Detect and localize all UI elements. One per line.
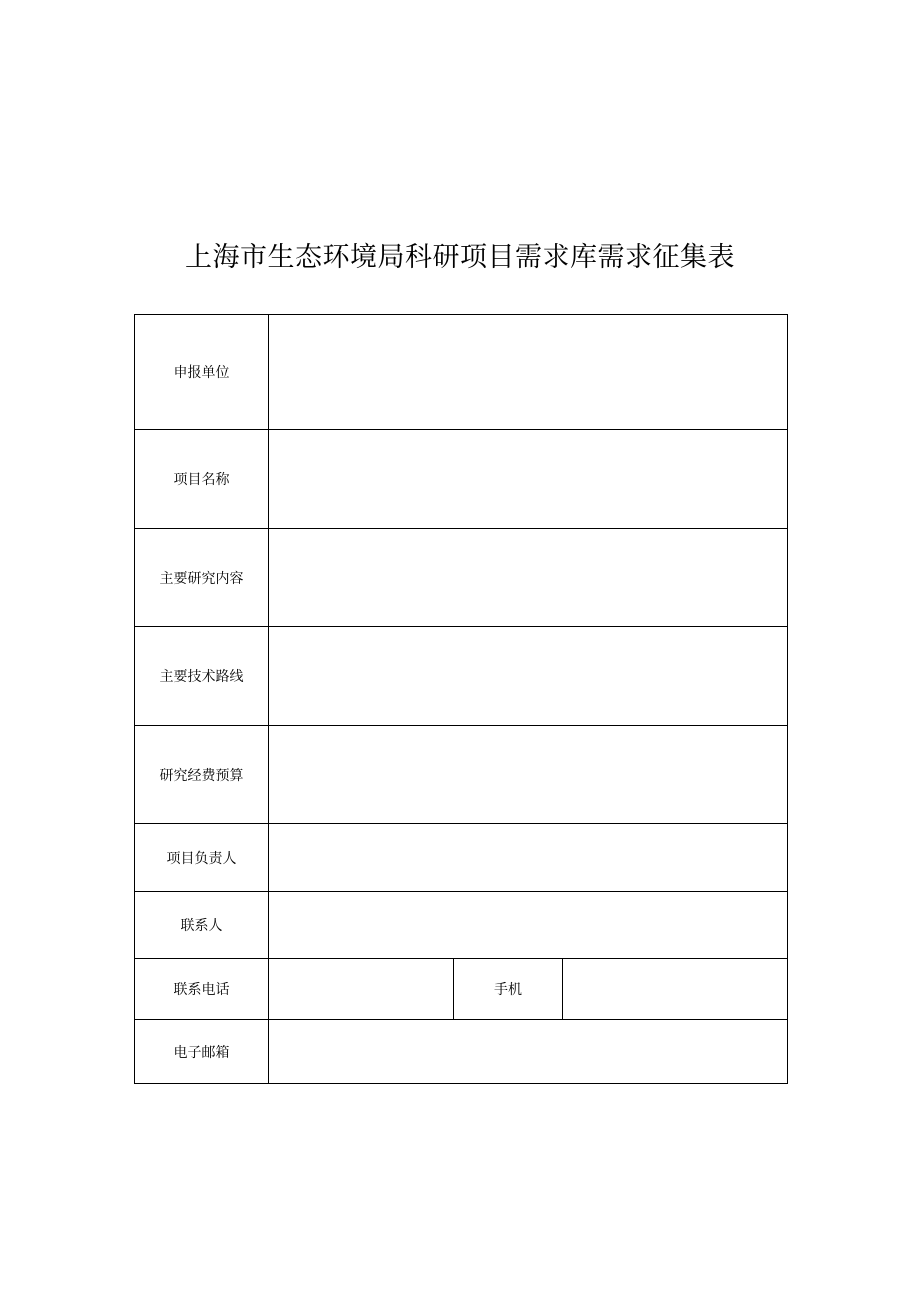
phone-field[interactable] <box>269 959 454 1020</box>
project-name-label: 项目名称 <box>135 430 269 529</box>
form-row-contact-person <box>135 892 788 959</box>
tech-route-field[interactable] <box>269 627 788 726</box>
form-row-applicant-unit <box>135 315 788 430</box>
project-lead-field[interactable] <box>269 824 788 892</box>
email-field[interactable] <box>269 1020 788 1084</box>
mobile-field[interactable] <box>563 959 788 1020</box>
contact-person-label: 联系人 <box>135 892 269 959</box>
project-name-field[interactable] <box>269 430 788 529</box>
form-row-budget <box>135 726 788 824</box>
form-row-project-lead <box>135 824 788 892</box>
form-row-phone <box>135 959 788 1020</box>
project-lead-label: 项目负责人 <box>135 824 269 892</box>
tech-route-label: 主要技术路线 <box>135 627 269 726</box>
applicant-unit-field[interactable] <box>269 315 788 430</box>
budget-label: 研究经费预算 <box>135 726 269 824</box>
form-row-project-name <box>135 430 788 529</box>
mobile-label: 手机 <box>454 959 563 1020</box>
email-label: 电子邮箱 <box>135 1020 269 1084</box>
phone-label: 联系电话 <box>135 959 269 1020</box>
applicant-unit-label: 申报单位 <box>135 315 269 430</box>
main-research-field[interactable] <box>269 529 788 627</box>
form-row-tech-route <box>135 627 788 726</box>
main-research-label: 主要研究内容 <box>135 529 269 627</box>
budget-field[interactable] <box>269 726 788 824</box>
form-row-email <box>135 1020 788 1084</box>
document-title: 上海市生态环境局科研项目需求库需求征集表 <box>185 242 735 273</box>
contact-person-field[interactable] <box>269 892 788 959</box>
requirement-form-table <box>134 314 788 1084</box>
form-row-main-research <box>135 529 788 627</box>
